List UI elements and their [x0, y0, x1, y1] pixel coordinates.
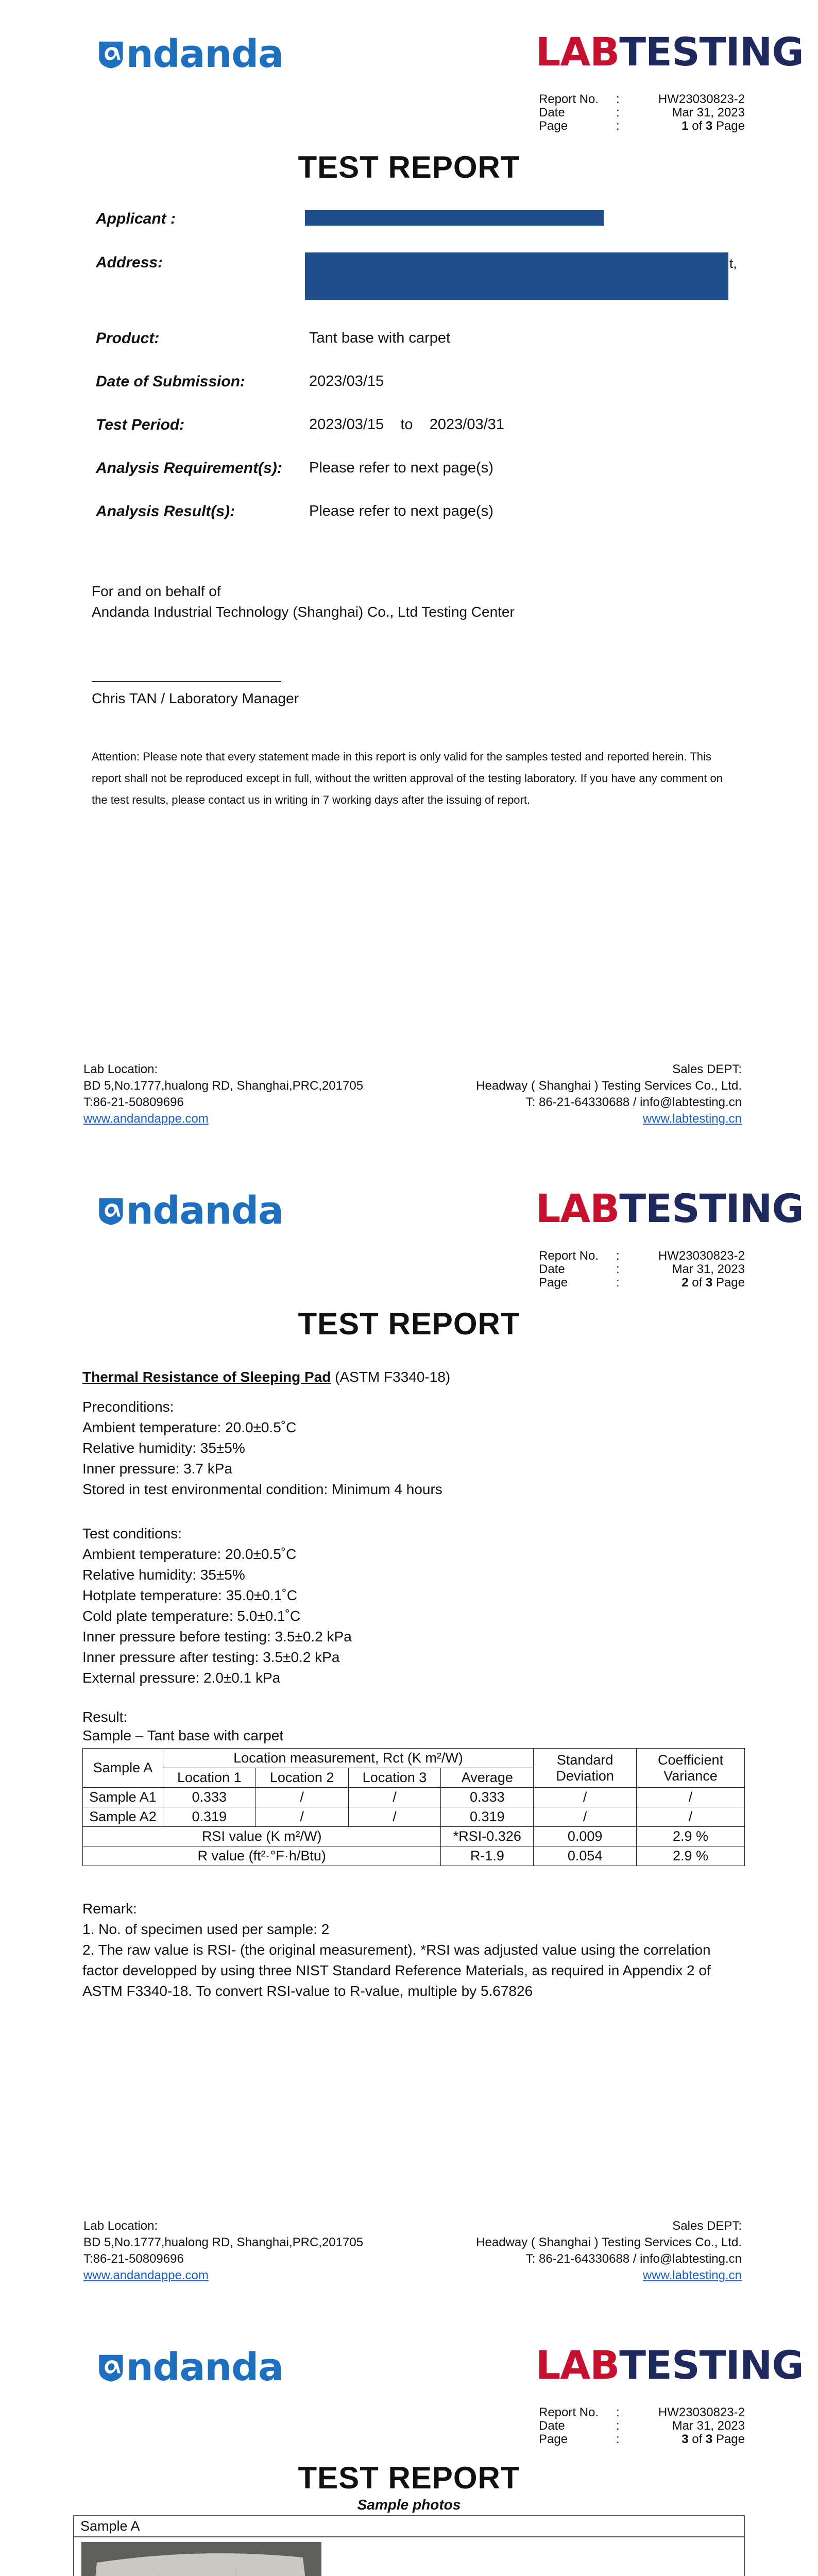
r-std-dev: 0.054: [534, 1846, 637, 1866]
report-no-label: Report No.: [539, 1249, 599, 1263]
report-meta: [539, 93, 745, 133]
cv-header: Coefficient Variance: [637, 1749, 745, 1788]
page-label: Page: [539, 1276, 568, 1290]
results-table: [82, 1748, 745, 1866]
report-no-label: Report No.: [539, 2405, 599, 2419]
condition-item: Inner pressure before testing: 3.5±0.2 kPa: [82, 1629, 352, 1645]
remarks-block: [82, 1899, 747, 2002]
colon: :: [616, 1276, 620, 1290]
analysis-result-label: Analysis Result(s):: [96, 503, 235, 520]
on-behalf-line-1: For and on behalf of: [92, 583, 221, 599]
sample-column-header: Sample A: [83, 1749, 163, 1788]
sales-company: Headway ( Shanghai ) Testing Services Co., Ltd.: [476, 1079, 742, 1093]
preconditions-title: Preconditions:: [82, 1399, 174, 1415]
page-number: 1 of 3 Page: [681, 119, 745, 133]
table-cell: /: [255, 1807, 348, 1827]
preconditions-block: [82, 1397, 442, 1500]
signature-line: [92, 681, 281, 682]
colon: :: [616, 2405, 620, 2419]
sales-label: Sales DEPT:: [672, 1062, 742, 1076]
section-standard: (ASTM F3340-18): [331, 1369, 451, 1385]
table-header-row: [83, 1749, 745, 1768]
precondition-item: Inner pressure: 3.7 kPa: [82, 1461, 233, 1477]
report-no: HW23030823-2: [658, 92, 745, 106]
lab-location-label: Lab Location:: [83, 1062, 158, 1076]
period-value: 2023/03/15 to 2023/03/31: [309, 416, 504, 433]
page-title: TEST REPORT: [298, 1307, 520, 1341]
sales-tel: T: 86-21-64330688 / info@labtesting.cn: [525, 2252, 742, 2266]
report-date: Mar 31, 2023: [672, 106, 745, 120]
sales-company: Headway ( Shanghai ) Testing Services Co., Ltd.: [476, 2235, 742, 2249]
applicant-redaction: [305, 210, 604, 226]
colon: :: [616, 106, 620, 120]
attention-note: Attention: Please note that every statement made in this report is only valid for the samples tested and reported herein. This report shall not be reproduced except in full, without the written approval of the testing laboratory. If you have any comment on the test results, please contact us in writing in 7 working days after the issuing of report.: [92, 750, 723, 806]
submission-value: 2023/03/15: [309, 373, 384, 389]
andanda-shield-icon: [98, 1185, 124, 1236]
precondition-item: Relative humidity: 35±5%: [82, 1440, 245, 1456]
table-cell: 0.333: [441, 1788, 534, 1807]
condition-item: Hotplate temperature: 35.0±0.1˚C: [82, 1587, 297, 1603]
colon: :: [616, 119, 620, 133]
r-value: R-1.9: [441, 1846, 534, 1866]
address-tail: t,: [729, 256, 737, 271]
page-label: Page: [539, 119, 568, 133]
table-cell: 0.333: [163, 1788, 255, 1807]
precondition-item: Ambient temperature: 20.0±0.5˚C: [82, 1419, 297, 1435]
sales-tel: T: 86-21-64330688 / info@labtesting.cn: [525, 1095, 742, 1109]
report-page-3: [0, 2313, 818, 2576]
test-conditions-block: [82, 1523, 352, 1688]
table-row: [83, 1807, 745, 1827]
lab-address: BD 5,No.1777,hualong RD, Shanghai,PRC,201705: [83, 1079, 364, 1093]
sales-label: Sales DEPT:: [672, 2219, 742, 2233]
page-title: TEST REPORT: [298, 2461, 520, 2495]
lab-website-link[interactable]: www.andandappe.com: [83, 1112, 209, 1126]
andanda-logo: [98, 1182, 283, 1239]
row-name: Sample A1: [83, 1788, 163, 1807]
colon: :: [616, 1249, 620, 1263]
page-number: 2 of 3 Page: [681, 1276, 745, 1290]
location-1-header: Location 1: [163, 1768, 255, 1788]
report-date: Mar 31, 2023: [672, 2419, 745, 2433]
section-title: Thermal Resistance of Sleeping Pad: [82, 1369, 331, 1385]
labtesting-logo-testing: TESTING: [619, 28, 804, 75]
precondition-item: Stored in test environmental condition: Minimum 4 hours: [82, 1481, 442, 1497]
lab-location: [83, 1061, 363, 1127]
period-label: Test Period:: [96, 416, 185, 433]
report-no: HW23030823-2: [658, 1249, 745, 1263]
product-value: Tant base with carpet: [309, 330, 451, 346]
rsi-label: RSI value (K m²/W): [83, 1827, 441, 1846]
location-2-header: Location 2: [255, 1768, 348, 1788]
sample-line: Sample – Tant base with carpet: [82, 1727, 284, 1743]
date-label: Date: [539, 1262, 565, 1276]
table-row: [83, 1846, 745, 1866]
labtesting-logo-testing: TESTING: [619, 2342, 804, 2388]
report-meta: [539, 2406, 745, 2446]
labtesting-logo: [536, 28, 804, 75]
on-behalf-line-2: Andanda Industrial Technology (Shanghai) Co., Ltd Testing Center: [92, 604, 515, 620]
r-cv: 2.9 %: [637, 1846, 745, 1866]
average-header: Average: [441, 1768, 534, 1788]
condition-item: External pressure: 2.0±0.1 kPa: [82, 1670, 281, 1686]
remark-item: 2. The raw value is RSI- (the original measurement). *RSI was adjusted value using the correlation factor developped by using three NIST Standard Reference Materials, as required in Appendix 2 of ASTM F3340-18. To convert RSI-value to R-value, multiple by 5.67826: [82, 1942, 711, 1999]
lab-website-link[interactable]: www.andandappe.com: [83, 2268, 209, 2282]
row-name: Sample A2: [83, 1807, 163, 1827]
colon: :: [616, 2432, 620, 2446]
colon: :: [616, 92, 620, 106]
result-title: Result:: [82, 1709, 128, 1725]
andanda-shield-icon: [98, 2342, 124, 2393]
table-cell: /: [637, 1807, 745, 1827]
table-row: [83, 1788, 745, 1807]
analysis-requirement-value: Please refer to next page(s): [309, 460, 493, 476]
labtesting-logo-testing: TESTING: [619, 1185, 804, 1231]
condition-item: Ambient temperature: 20.0±0.5˚C: [82, 1546, 297, 1562]
table-cell: 0.319: [163, 1807, 255, 1827]
report-meta: [539, 1249, 745, 1290]
labtesting-logo-lab: LAB: [536, 28, 620, 75]
page-number: 3 of 3 Page: [681, 2432, 745, 2446]
table-cell: /: [637, 1788, 745, 1807]
andanda-logo-text: ndanda: [126, 1189, 283, 1233]
sample-a-label: Sample A: [74, 2516, 744, 2537]
andanda-shield-icon: [98, 28, 124, 80]
sales-dept: [476, 1061, 742, 1127]
labtesting-logo: [536, 1185, 804, 1231]
rsi-cv: 2.9 %: [637, 1827, 745, 1846]
report-no-label: Report No.: [539, 92, 599, 106]
sample-a-photo: [81, 2542, 321, 2576]
table-cell: /: [348, 1807, 441, 1827]
remark-title: Remark:: [82, 1901, 137, 1917]
page-title: TEST REPORT: [298, 150, 520, 184]
signer-name: Chris TAN / Laboratory Manager: [92, 690, 299, 706]
product-label: Product:: [96, 330, 160, 347]
table-cell: /: [534, 1788, 637, 1807]
labtesting-logo: [536, 2342, 804, 2388]
applicant-label: Applicant :: [96, 210, 176, 227]
andanda-logo-text: ndanda: [126, 2345, 283, 2389]
section-heading: [82, 1367, 450, 1387]
colon: :: [616, 2419, 620, 2433]
lab-location-label: Lab Location:: [83, 2219, 158, 2233]
submission-label: Date of Submission:: [96, 373, 246, 390]
table-cell: /: [255, 1788, 348, 1807]
remark-item: 1. No. of specimen used per sample: 2: [82, 1921, 330, 1937]
rsi-std-dev: 0.009: [534, 1827, 637, 1846]
date-label: Date: [539, 2419, 565, 2433]
condition-item: Relative humidity: 35±5%: [82, 1567, 245, 1583]
report-no: HW23030823-2: [658, 2405, 745, 2419]
andanda-logo-text: ndanda: [126, 32, 283, 76]
conditions-title: Test conditions:: [82, 1526, 182, 1541]
table-cell: 0.319: [441, 1807, 534, 1827]
andanda-logo: [98, 2339, 283, 2396]
lab-address: BD 5,No.1777,hualong RD, Shanghai,PRC,201705: [83, 2235, 364, 2249]
sample-a-cell: [73, 2515, 745, 2576]
condition-item: Cold plate temperature: 5.0±0.1˚C: [82, 1608, 301, 1624]
lab-location: [83, 2218, 363, 2284]
lab-tel: T:86-21-50809696: [83, 1095, 184, 1109]
table-cell: /: [534, 1807, 637, 1827]
labtesting-logo-lab: LAB: [536, 2342, 620, 2388]
colon: :: [616, 1262, 620, 1276]
std-dev-header: Standard Deviation: [534, 1749, 637, 1788]
table-row: [83, 1827, 745, 1846]
labtesting-logo-lab: LAB: [536, 1185, 620, 1231]
address-label: Address:: [96, 254, 163, 271]
address-redaction: [305, 252, 728, 300]
report-date: Mar 31, 2023: [672, 1262, 745, 1276]
analysis-result-value: Please refer to next page(s): [309, 503, 493, 519]
rsi-value: *RSI-0.326: [441, 1827, 534, 1846]
table-cell: /: [348, 1788, 441, 1807]
sales-dept: [476, 2218, 742, 2284]
report-page-1: [0, 0, 818, 1157]
andanda-logo: [98, 26, 283, 82]
lab-tel: T:86-21-50809696: [83, 2252, 184, 2266]
date-label: Date: [539, 106, 565, 120]
photos-title: Sample photos: [357, 2497, 461, 2513]
condition-item: Inner pressure after testing: 3.5±0.2 kPa: [82, 1649, 340, 1665]
sales-website-link[interactable]: www.labtesting.cn: [642, 2268, 742, 2282]
location-header: Location measurement, Rct (K m²/W): [163, 1749, 533, 1768]
location-3-header: Location 3: [348, 1768, 441, 1788]
report-page-2: [0, 1157, 818, 2313]
sales-website-link[interactable]: www.labtesting.cn: [642, 1112, 742, 1126]
page-label: Page: [539, 2432, 568, 2446]
analysis-requirement-label: Analysis Requirement(s):: [96, 460, 282, 477]
r-label: R value (ft²·°F·h/Btu): [83, 1846, 441, 1866]
